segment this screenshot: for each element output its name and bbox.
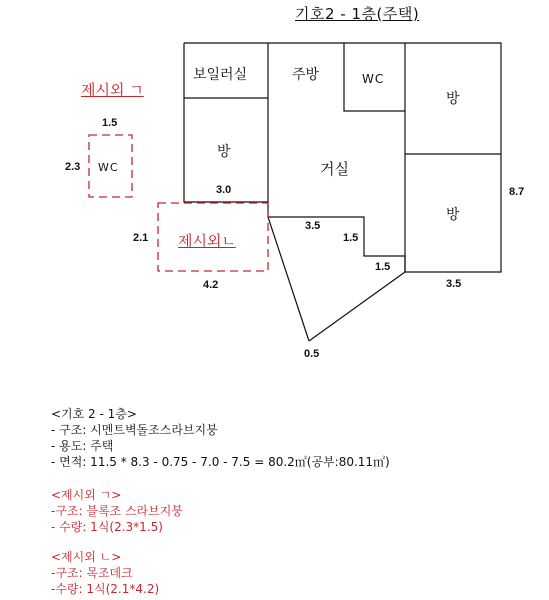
room-wc: WC [362,72,385,86]
exclusion-1-width: 1.5 [102,117,118,129]
exclusion-1-height: 2.3 [65,161,81,173]
notes-ex1-structure: -구조: 블록조 스라브지붕 [51,504,183,518]
notes-exclusion-1 [51,487,183,535]
angled-line-right [309,272,405,341]
notes-ex1-qty: - 수량: 1식(2.3*1.5) [51,520,163,534]
notes-main-use: - 용도: 주택 [51,439,114,453]
room-right-bottom: 방 [446,207,460,223]
notes-main-area: - 면적: 11.5 * 8.3 - 0.75 - 7.0 - 7.5 = 80.2㎡(공부:80.11㎡) [51,455,390,469]
page-title: 기호2 - 1층(주택) [295,5,420,23]
dimension-3-5-top: 3.5 [305,220,321,232]
dimension-0-5: 0.5 [304,348,320,360]
room-boiler: 보일러실 [193,67,248,83]
exclusion-2-height: 2.1 [133,232,149,244]
dimension-1-5-horizontal: 1.5 [375,261,391,273]
room-right-top: 방 [446,91,460,107]
notes-exclusion-2 [51,549,159,597]
dimension-3-5-bottom: 3.5 [446,278,462,290]
room-living: 거실 [320,160,349,178]
exclusion-1-wc: WC [98,161,119,174]
notes-ex1-heading: <제시외 ㄱ> [51,488,122,502]
exclusion-1-label: 제시외 ㄱ [81,81,144,99]
notes-main [51,406,390,470]
dimension-8-7: 8.7 [509,186,525,198]
room-kitchen: 주방 [292,67,320,83]
angled-line-left [268,217,309,341]
notes-ex2-qty: -수량: 1식(2.1*4.2) [51,582,160,596]
room-left: 방 [217,144,231,160]
notes-ex2-structure: -구조: 목조데크 [51,566,133,580]
notes-main-structure: - 구조: 시멘트벽돌조스라브지붕 [51,423,218,437]
exclusion-2-width: 4.2 [203,279,219,291]
dimension-3-0: 3.0 [216,184,232,196]
notes-main-heading: <기호 2 - 1층> [51,407,137,421]
exclusion-2-label: 제시외ㄴ [178,232,236,250]
notes-ex2-heading: <제시외 ㄴ> [51,550,122,564]
dimension-1-5-vertical: 1.5 [343,232,359,244]
